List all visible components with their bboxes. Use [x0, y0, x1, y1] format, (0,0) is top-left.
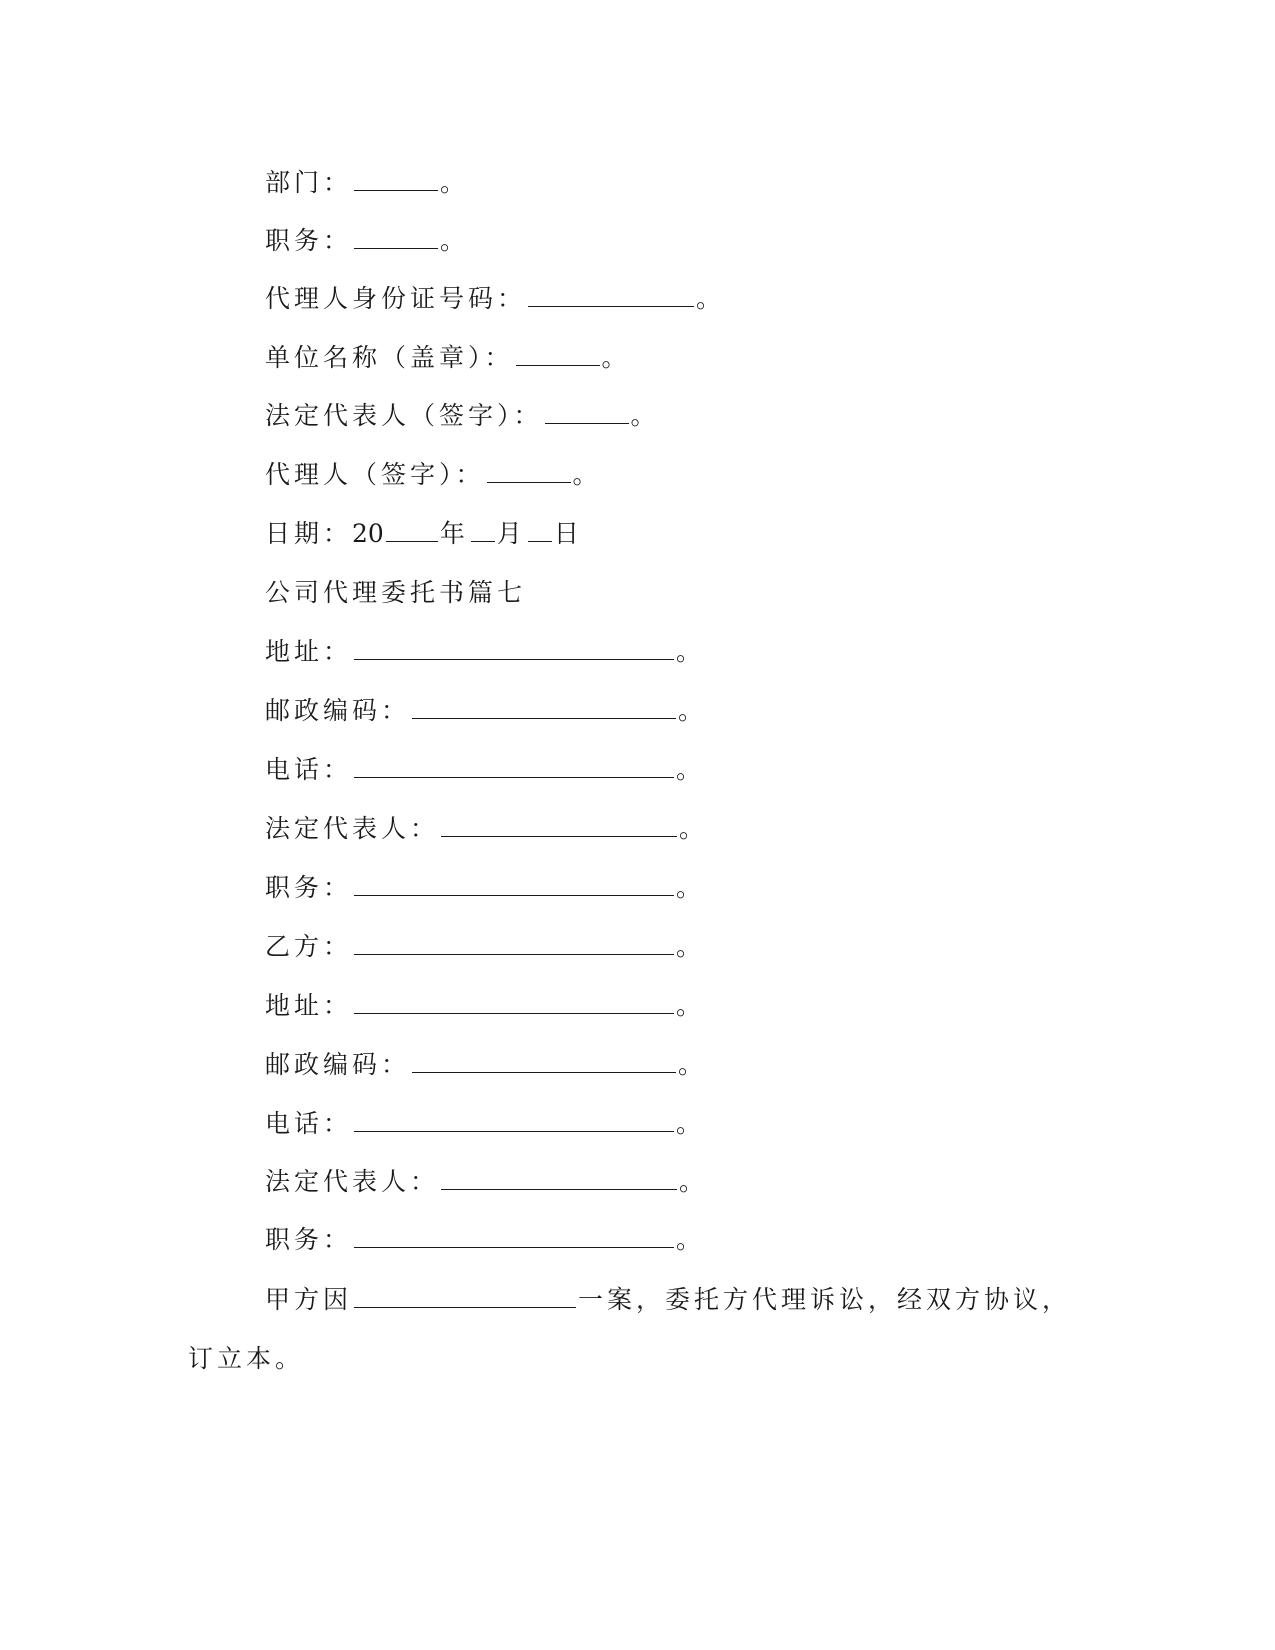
- date-year-prefix: 20: [352, 519, 384, 548]
- legal-rep-sign-label: 法定代表人（签字）：: [265, 401, 543, 430]
- party-b-address-end: 。: [676, 991, 706, 1020]
- party-b-legal-rep-line: [265, 1165, 708, 1199]
- party-a-legal-rep-blank: [441, 812, 677, 837]
- agent-id-line: [265, 282, 725, 316]
- party-b-postcode-blank: [412, 1048, 676, 1073]
- party-b-position-blank: [354, 1223, 674, 1248]
- party-a-postcode-line: [265, 694, 707, 728]
- case-paragraph-rest: 一案，委托方代理诉讼，经双方协议，: [578, 1285, 1072, 1314]
- party-a-position-label: 职务：: [265, 873, 353, 902]
- case-name-blank: [354, 1283, 576, 1308]
- date-year-label: 年: [439, 519, 469, 548]
- party-a-position-line: [265, 871, 705, 905]
- date-month-blank: [471, 517, 495, 542]
- party-b-address-blank: [354, 989, 674, 1014]
- party-a-postcode-end: 。: [678, 696, 708, 725]
- agent-sign-line: [265, 458, 602, 492]
- party-b-address-line: [265, 989, 705, 1023]
- party-a-phone-label: 电话：: [265, 755, 353, 784]
- party-b-blank: [354, 930, 674, 955]
- party-a-legal-rep-line: [265, 812, 708, 846]
- party-a-address-label: 地址：: [265, 637, 353, 666]
- case-paragraph-continuation-text: 订立本。: [188, 1344, 305, 1373]
- date-year-blank: [386, 517, 438, 542]
- party-a-position-end: 。: [676, 873, 706, 902]
- party-b-phone-blank: [354, 1107, 674, 1132]
- party-b-address-label: 地址：: [265, 991, 353, 1020]
- party-a-postcode-blank: [412, 694, 676, 719]
- position-end: 。: [440, 226, 470, 255]
- unit-name-blank: [516, 341, 600, 366]
- date-day-blank: [528, 517, 552, 542]
- party-b-postcode-label: 邮政编码：: [265, 1050, 411, 1079]
- party-b-legal-rep-blank: [441, 1165, 677, 1190]
- date-line: [265, 517, 583, 551]
- unit-name-label: 单位名称（盖章）：: [265, 343, 514, 372]
- party-a-legal-rep-end: 。: [679, 814, 709, 843]
- party-a-address-end: 。: [676, 637, 706, 666]
- agent-sign-blank: [487, 458, 571, 483]
- party-a-phone-blank: [354, 753, 674, 778]
- party-b-postcode-end: 。: [678, 1050, 708, 1079]
- party-b-position-line: [265, 1223, 705, 1257]
- party-a-address-line: [265, 635, 705, 669]
- party-b-legal-rep-label: 法定代表人：: [265, 1167, 440, 1196]
- party-b-legal-rep-end: 。: [679, 1167, 709, 1196]
- department-label: 部门：: [265, 168, 353, 197]
- party-b-label: 乙方：: [265, 932, 353, 961]
- party-b-phone-label: 电话：: [265, 1109, 353, 1138]
- party-a-legal-rep-label: 法定代表人：: [265, 814, 440, 843]
- party-b-position-label: 职务：: [265, 1225, 353, 1254]
- party-a-phone-end: 。: [676, 755, 706, 784]
- party-b-line: [265, 930, 705, 964]
- agent-id-label: 代理人身份证号码：: [265, 284, 527, 313]
- party-a-address-blank: [354, 635, 674, 660]
- unit-name-end: 。: [601, 343, 631, 372]
- section-heading: [265, 576, 526, 610]
- case-paragraph-label: 甲方因: [265, 1285, 353, 1314]
- party-b-end: 。: [676, 932, 706, 961]
- case-paragraph-line: [265, 1283, 1071, 1317]
- date-month-label: 月: [496, 519, 526, 548]
- agent-sign-end: 。: [572, 460, 602, 489]
- position-line: [265, 224, 469, 258]
- party-a-postcode-label: 邮政编码：: [265, 696, 411, 725]
- legal-rep-sign-blank: [545, 399, 629, 424]
- legal-rep-sign-line: [265, 399, 660, 433]
- legal-rep-sign-end: 。: [630, 401, 660, 430]
- agent-id-end: 。: [696, 284, 726, 313]
- position-label: 职务：: [265, 226, 353, 255]
- department-end: 。: [440, 168, 470, 197]
- date-label: 日期：: [265, 519, 353, 548]
- date-day-label: 日: [553, 519, 583, 548]
- case-paragraph-continuation: [188, 1342, 304, 1376]
- party-b-phone-end: 。: [676, 1109, 706, 1138]
- party-b-position-end: 。: [676, 1225, 706, 1254]
- agent-id-blank: [528, 282, 694, 307]
- department-blank: [354, 166, 438, 191]
- department-line: [265, 166, 469, 200]
- party-a-phone-line: [265, 753, 705, 787]
- section-heading-text: 公司代理委托书篇七: [265, 578, 527, 607]
- party-b-phone-line: [265, 1107, 705, 1141]
- position-blank: [354, 224, 438, 249]
- party-a-position-blank: [354, 871, 674, 896]
- agent-sign-label: 代理人（签字）：: [265, 460, 485, 489]
- unit-name-line: [265, 341, 631, 375]
- party-b-postcode-line: [265, 1048, 707, 1082]
